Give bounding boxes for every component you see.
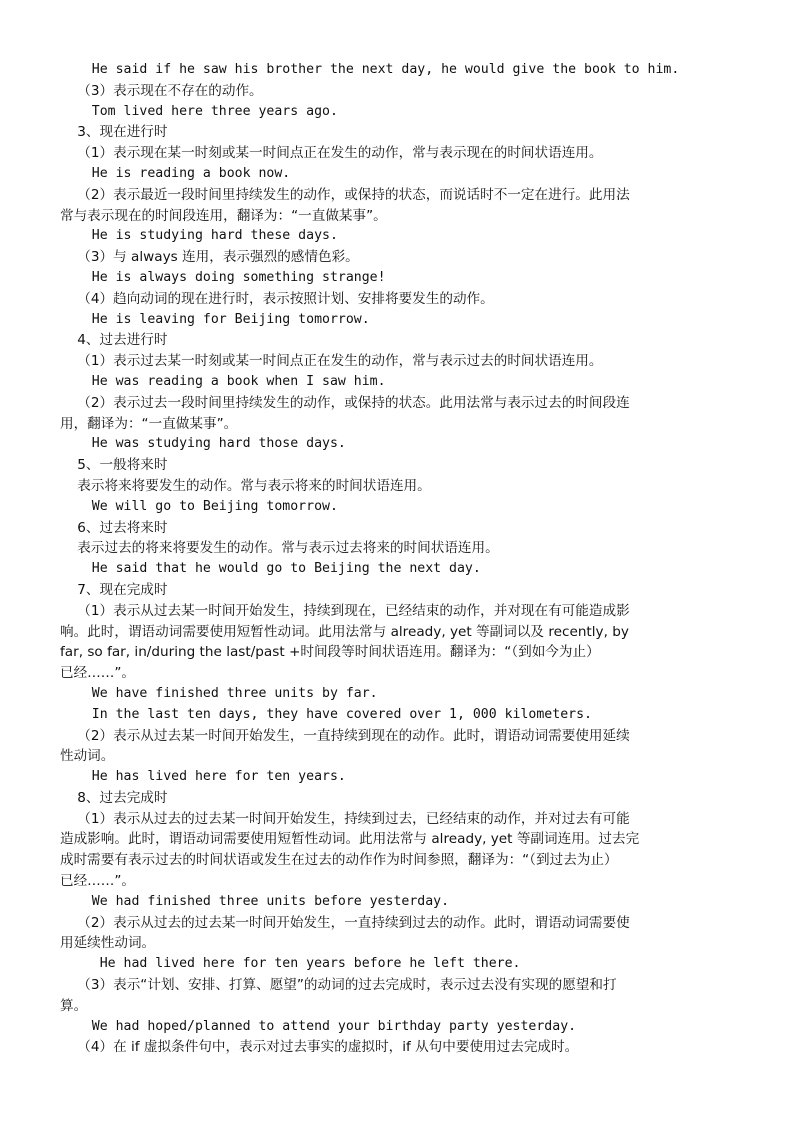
text-line: 用，翻译为：“一直做某事”。 xyxy=(60,415,238,432)
text-line: 4、过去进行时 xyxy=(60,332,168,349)
text-line: 表示将来将要发生的动作。常与表示将来的时间状语连用。 xyxy=(60,477,431,494)
text-line: （4）趋向动词的现在进行时，表示按照计划、安排将要发生的动作。 xyxy=(60,290,494,307)
text-line: 算。 xyxy=(60,997,88,1014)
text-line: We will go to Beijing tomorrow. xyxy=(60,498,338,514)
text-line: He said if he saw his brother the next day, he would give the book to him. xyxy=(60,62,680,77)
text-line: 用延续性动词。 xyxy=(60,935,156,952)
text-line: 常与表示现在的时间段连用，翻译为：“一直做某事”。 xyxy=(60,207,387,224)
text-line: He is always doing something strange! xyxy=(60,269,386,285)
text-line: （3）表示现在不存在的动作。 xyxy=(60,82,263,99)
text-line: （3）与 always 连用，表示强烈的感情色彩。 xyxy=(60,249,359,266)
text-line: We had finished three units before yesterday. xyxy=(60,893,450,909)
text-line: 响。此时，谓语动词需要使用短暂性动词。此用法常与 already, yet 等副词以及 recently, by xyxy=(60,623,629,640)
text-line: 7、现在完成时 xyxy=(60,581,168,598)
text-line: We have finished three units by far. xyxy=(60,685,378,701)
text-line: （2）表示最近一段时间里持续发生的动作，或保持的状态，而说话时不一定在进行。此用法 xyxy=(60,186,630,203)
text-line: （3）表示“计划、安排、打算、愿望”的动词的过去完成时，表示过去没有实现的愿望和打 xyxy=(60,977,617,994)
text-line: far, so far, in/during the last/past +时间段等时间状语连用。翻译为：“（到如今为止） xyxy=(60,644,600,661)
text-line: We had hoped/planned to attend your birthday party yesterday. xyxy=(60,1018,577,1034)
document-body xyxy=(60,60,740,1058)
text-line: He had lived here for ten years before he left there. xyxy=(60,956,521,972)
text-line: （2）表示过去一段时间里持续发生的动作，或保持的状态。此用法常与表示过去的时间段连 xyxy=(60,394,630,411)
text-line: 表示过去的将来将要发生的动作。常与表示过去将来的时间状语连用。 xyxy=(60,540,499,557)
text-line: 8、过去完成时 xyxy=(60,789,168,806)
text-line: （1）表示过去某一时刻或某一时间点正在发生的动作，常与表示过去的时间状语连用。 xyxy=(60,353,603,370)
text-line: 3、现在进行时 xyxy=(60,124,168,141)
text-line: （2）表示从过去的过去某一时间开始发生，一直持续到过去的动作。此时，谓语动词需要使 xyxy=(60,914,630,931)
text-line: In the last ten days, they have covered over 1, 000 kilometers. xyxy=(60,706,592,722)
text-line: 成时需要有表示过去的时间状语或发生在过去的动作作为时间参照，翻译为：“（到过去为止） xyxy=(60,852,618,869)
text-line: He was reading a book when I saw him. xyxy=(60,373,386,389)
text-line: （1）表示从过去某一时间开始发生，持续到现在，已经结束的动作，并对现在有可能造成影 xyxy=(60,602,630,619)
text-line: He has lived here for ten years. xyxy=(60,769,346,785)
text-line: （2）表示从过去某一时间开始发生，一直持续到现在的动作。此时，谓语动词需要使用延续 xyxy=(60,727,630,744)
text-line: He is reading a book now. xyxy=(60,165,291,181)
text-line: He is leaving for Beijing tomorrow. xyxy=(60,311,370,327)
text-line: 6、过去将来时 xyxy=(60,519,168,536)
text-line: 性动词。 xyxy=(60,748,115,765)
text-line: （4）在 if 虚拟条件句中，表示对过去事实的虚拟时，if 从句中要使用过去完成时。 xyxy=(60,1039,579,1056)
text-line: Tom lived here three years ago. xyxy=(60,103,338,119)
text-line: 已经……”。 xyxy=(60,665,136,682)
text-line: （1）表示现在某一时刻或某一时间点正在发生的动作，常与表示现在的时间状语连用。 xyxy=(60,145,603,162)
text-line: He is studying hard these days. xyxy=(60,228,338,244)
text-line: 造成影响。此时，谓语动词需要使用短暂性动词。此用法常与 already, yet 等副词连用。过去完 xyxy=(60,831,640,848)
text-line: （1）表示从过去的过去某一时间开始发生，持续到过去，已经结束的动作，并对过去有可能 xyxy=(60,810,630,827)
text-line: He said that he would go to Beijing the next day. xyxy=(60,561,481,577)
text-line: He was studying hard those days. xyxy=(60,436,346,452)
text-line: 已经……”。 xyxy=(60,873,136,890)
text-line: 5、一般将来时 xyxy=(60,457,168,474)
